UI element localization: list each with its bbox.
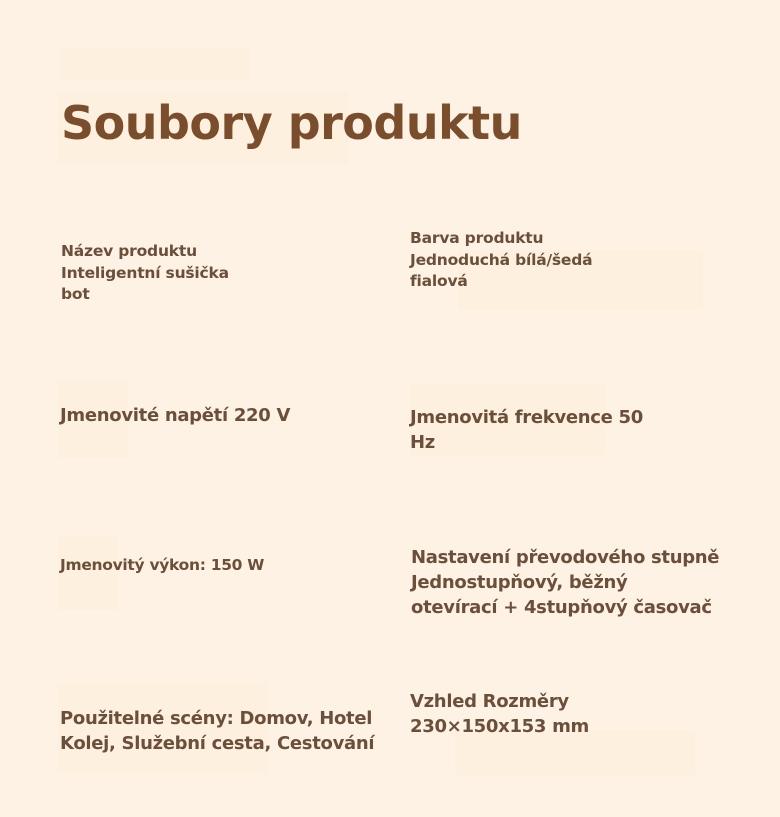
spec-text: Jmenovitá frekvence 50	[410, 407, 643, 428]
spec-label: Název produktu	[61, 242, 197, 260]
spec-value: fialová	[410, 272, 468, 290]
spec-gear-setting	[411, 545, 719, 620]
decorative-block	[60, 48, 250, 80]
spec-text: Použitelné scény: Domov, Hotel	[60, 708, 373, 729]
spec-text: Kolej, Služební cesta, Cestování	[60, 733, 375, 754]
spec-product-color	[410, 228, 592, 293]
spec-text: Hz	[410, 432, 435, 453]
spec-value: 230×150x153 mm	[410, 716, 589, 737]
spec-rated-frequency	[410, 405, 643, 455]
spec-text: Jmenovité napětí 220 V	[60, 405, 291, 426]
spec-label: Vzhled Rozměry	[410, 691, 569, 712]
spec-value: Inteligentní sušička	[61, 263, 229, 282]
spec-value: Jednoduchá bílá/šedá	[410, 250, 593, 269]
spec-label: Nastavení převodového stupně	[411, 547, 720, 568]
spec-label: Barva produktu	[410, 229, 544, 247]
spec-value: Jednostupňový, běžný	[411, 572, 628, 593]
spec-value: bot	[61, 285, 90, 303]
page-title: Soubory produktu	[61, 96, 522, 150]
spec-value: otevírací + 4stupňový časovač	[411, 597, 712, 618]
spec-text: Jmenovitý výkon: 150 W	[60, 556, 265, 574]
spec-product-name	[61, 241, 229, 306]
spec-usage-scenes	[60, 706, 374, 756]
spec-rated-power	[60, 555, 264, 576]
spec-rated-voltage	[60, 403, 290, 428]
spec-dimensions	[410, 689, 589, 739]
